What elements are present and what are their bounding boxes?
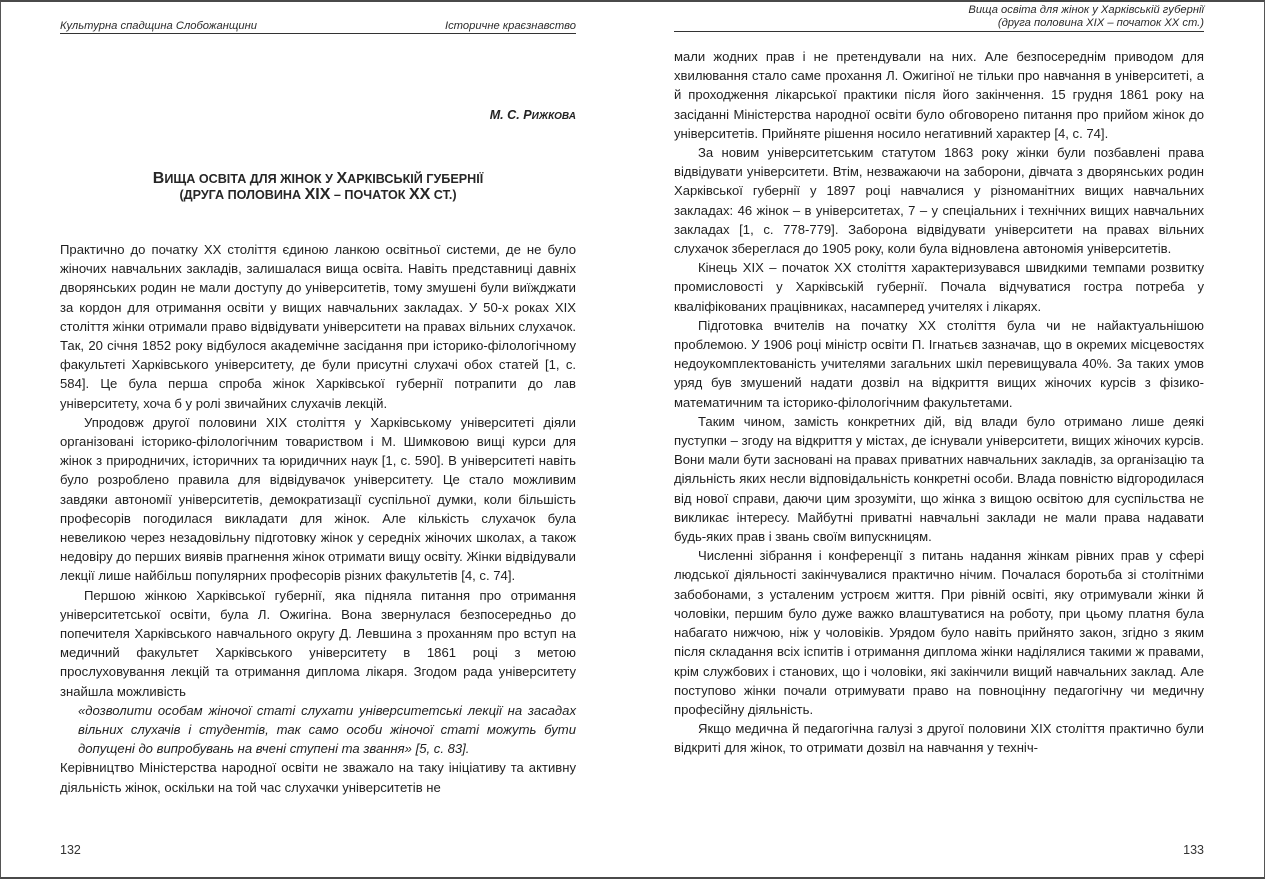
article-title: [60, 171, 576, 203]
title-line-2: (ДРУГА ПОЛОВИНА XIX – ПОЧАТОК XX СТ.): [179, 186, 457, 203]
running-head: [674, 4, 1204, 32]
article-author: М. С. РИЖКОВА: [489, 108, 576, 122]
paragraph: Таким чином, замість конкретних дій, від влади було отримано лише деякі пуступки – згоду на відкриття у містах, де існували університети, вищих жіночих курсів. Вони мали бути засновані на правах приватних навчальних закладів, за організацію та діяльність яких несли відповідальність конкретні особи. Влада повністю відгородилася від нової справи, даючи цим зрозуміти, що жінка з вищою освітою для суспільства не викликає інтересу. Майбутні приватні навчальні заклади не мали права надавати будь-яких прав і звань своїм випускницям.: [674, 413, 1204, 545]
paragraph: Упродовж другої половини XIX століття у Харківському університеті діяли організовані історико-філологічним товариством і М. Шимковою вищі курси для жінок з природничих, історичних та юридичних наук [1, с. 590]. В університеті навіть було розроблено правила для відвідувачок університету. Це стало можливим завдяки автономії університетів, демократизації суспільної думки, коли більшість професорів погодилася викладати для жінок. Але кількість слухачок була невеликою через незадовільну підготовку жінок у середніх жіночих школах, а також недовіру до перших виявів прагнення жінок отримати вищу освіту. Жінки відвідували лекції лише найбільш популярних професорів різних факультетів [4, с. 74].: [60, 414, 576, 584]
running-head: [60, 17, 576, 34]
paragraph: мали жодних прав і не претендували на них. Але безпосереднім приводом для хвилювання стало саме прохання Л. Ожигіної не тільки про навчання в університеті, а й проходження лікарської практики після його закінчення. 15 грудня 1861 року на засіданні Міністерства народної освіти було обговорено питання про прийом жінок до університетів. Прийняте рішення носило негативний характер [4, с. 74].: [674, 49, 1204, 141]
running-head-title-line-2: (друга половина XIX – початок XX ст.): [997, 16, 1204, 29]
page-number: 132: [60, 843, 81, 857]
running-head-title-line-1: Вища освіта для жінок у Харківській губернії: [968, 4, 1204, 16]
running-head-journal: Культурна спадщина Слобожанщини: [60, 19, 257, 32]
paragraph: Численні зібрання і конференції з питань надання жінкам рівних прав у сфері людської діяльності закінчувалися практично нічим. Почалася боротьба зі столітніми забобонами, з усталеним устроєм життя. При рівній освіті, яку отримували жінки й чоловіки, першим було дуже важко влаштуватися на роботу, при цьому платня була набагато нижчою, ніж у чоловіків. Урядом було навіть прийнято закон, згідно з яким після складання всіх іспитів і отримання диплома жінки наділялися такими ж правами, крім службових і станових, що і чоловіки, які закінчили вищий навчальних заклад. Але поступово жінки почали отримувати право на повноцінну педагогічну чи медичну професійну діяльність.: [674, 548, 1204, 717]
paragraph: Першою жінкою Харківської губернії, яка підняла питання про отримання університетської освіти, була Л. Ожигіна. Вона звернулася безпосередньо до попечителя Харківського навчального округу Д. Левшина з проханням про вступ на медичний факультет Харківського університету в 1861 році з метою прослуховування лекцій та отримання диплома лікаря. Згодом рада університету знайшла можливість: [60, 587, 576, 699]
title-line-1: ВИЩА ОСВІТА ДЛЯ ЖІНОК У ХАРКІВСЬКІЙ ГУБЕРНІЇ: [152, 170, 484, 187]
left-body-text: [60, 240, 576, 797]
paragraph: Кінець XIX – початок XX століття характеризувався швидкими темпами розвитку промисловості у Харківській губернії. Почала відчуватися гостра потреба у кваліфікованих працівниках, насамперед учителях і лікарях.: [674, 260, 1204, 314]
paragraph: Керівництво Міністерства народної освіти не зважало на таку ініціативу та активну діяльність жінок, оскільки на той час слухачки університетів не: [60, 760, 576, 795]
paragraph: Підготовка вчителів на початку XX століття була чи не найактуальнішою проблемою. У 1906 році міністр освіти П. Ігнатьєв зазначав, що в окремих місцевостях недоукомплектованість учителями загальних шкіл перевищувала 40%. За таких умов уряд був змушений надати дозвіл на відкриття вищих жіночих курсів з фізико-математичним та історико-філологічним факультетами.: [674, 317, 1204, 410]
running-head-section: Історичне краєзнавство: [444, 19, 576, 32]
paragraph: Якщо медична й педагогічна галузі з другої половини XIX століття практично були відкриті для жінок, то отримати дозвіл на навчання у техніч-: [674, 721, 1204, 756]
right-page: [674, 0, 1204, 881]
left-page: [60, 0, 576, 881]
paragraph: Практично до початку XX століття єдиною ланкою освітньої системи, де не було жіночих навчальних закладів, залишалася вища освіта. Навіть представниці давніх дворянських родин не мали доступу до університетів, тому змушені були виїжджати за кордон для отримання освіти у вищих навчальних закладах. У 50-х роках XIX століття жінки отримали право відвідувати університети на правах вільних слухачок. Так, 20 січня 1852 року відбулося академічне засідання при історико-філологічному факультеті Харківського університету, де були присутні слухачі обох статей [1, с. 584]. Це була перша спроба жінок Харківської губернії потрапити до лав університету, хоча б у ролі звичайних слухачів лекцій.: [60, 242, 576, 411]
paragraph: За новим університетським статутом 1863 року жінки були позбавлені права відвідувати університети. Втім, незважаючи на заборони, дівчата з дворянських родин Харківської губернії у 1897 році навчалися у різноманітних вищих навчальних закладах: 46 жінок – в університетах, 7 – у спеціальних і технічних вищих навчальних закладах [1, с. 778-779]. Заборона відвідувати університети на правах вільних слухачок збереглася до 1905 року, коли була відновлена автономія університетів.: [674, 145, 1204, 257]
page-number: 133: [1183, 843, 1204, 857]
right-body-text: [674, 47, 1204, 758]
block-quote: «дозволити особам жіночої статі слухати університетські лекції на засадах вільних слухачів і студентів, так само особи жіночої статі можуть бути допущені до випробувань на вчені ступені та звання» [5, с. 83].: [78, 702, 576, 757]
